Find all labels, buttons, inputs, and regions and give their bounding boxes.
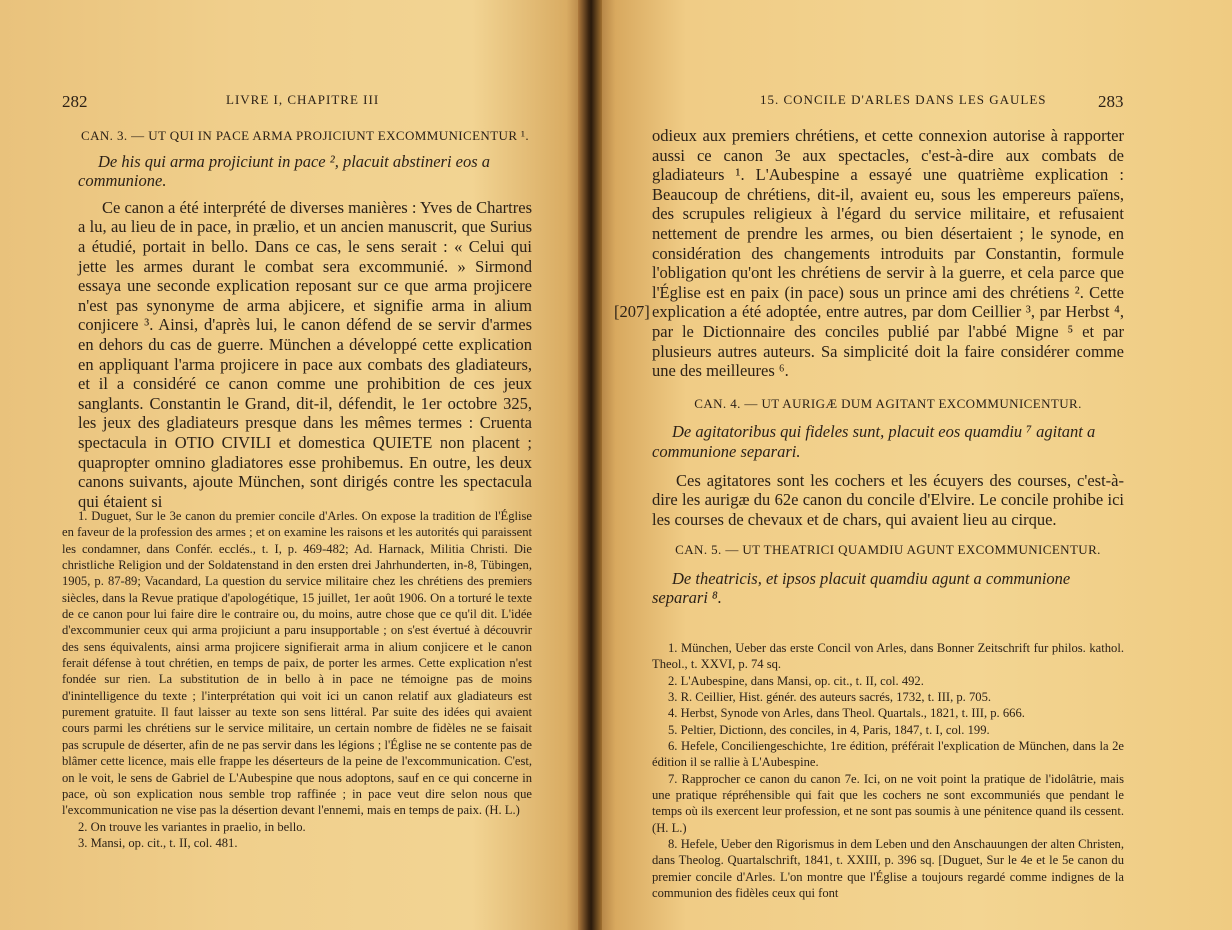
canon-5-heading: CAN. 5. — UT THEATRICI QUAMDIU AGUNT EXCOMMUNICENTUR. [675, 542, 1101, 558]
left-main-text [78, 126, 532, 511]
right-page [590, 0, 1232, 930]
footnote: 8. Hefele, Ueber den Rigorismus in dem Leben und den Anschauungen der alten Christen, dans Theolog. Quartalschrift, 1841, t. XXIII, p. 396 sq. [Duguet, Sur le 4e et le 5e canon du premier concile d'Arles. L'on montre que l'Église a toujours regardé comme indignes de la communion des fidèles ceux qui font [652, 837, 1124, 901]
left-page-number: 282 [62, 92, 88, 111]
left-body-text: Ce canon a été interprété de diverses manières : Yves de Chartres a lu, au lieu de in pace, in prælio, et un ancien manuscrit, que Surius a étudié, portait in bello. Dans ce cas, le sens serait : « Celui qui jette les armes durant le combat sera excommunié. » Sirmond essaya une seconde explication reposant sur ce que arma projicere n'est pas synonyme de arma abjicere, et signifie arma in alium conjicere ³. Ainsi, d'après lui, le canon défend de se servir d'armes en dehors du cas de guerre. München a développé cette explication en appliquant l'arma projicere in pace aux combats des gladiateurs, et il a considéré ce canon comme une prohibition de ces jeux sanglants. Constantin le Grand, dit-il, défendit, le 1er octobre 325, les jeux des gladiateurs presque dans les mêmes termes : Cruenta spectacula in OTIO CIVILI et domestica QUIETE non placent ; quapropter omnino gladiatores esse prohibemus. En outre, les deux canons suivants, ajoute München, sont dirigés contre les spectacula qui étaient si [78, 197, 532, 511]
footnote: 3. Mansi, op. cit., t. II, col. 481. [78, 835, 238, 850]
footnote: 2. On trouve les variantes in praelio, in bello. [78, 819, 306, 834]
canon-4-body: Ces agitatores sont les cochers et les écuyers des courses, c'est-à-dire les aurigæ du 62e canon du concile d'Elvire. Le concile prohibe ici les courses de chevaux et de chars, qui avaient lieu au cirque. [652, 470, 1124, 529]
left-page [0, 0, 590, 930]
margin-marker: [207] [614, 302, 650, 321]
footnote: 4. Herbst, Synode von Arles, dans Theol. Quartals., 1821, t. III, p. 666. [668, 706, 1025, 721]
footnote: 3. R. Ceillier, Hist. génér. des auteurs sacrés, 1732, t. III, p. 705. [668, 690, 992, 705]
footnote: 5. Peltier, Dictionn, des conciles, in 4, Paris, 1847, t. I, col. 199. [668, 722, 990, 737]
canon-4-heading: CAN. 4. — UT AURIGÆ DUM AGITANT EXCOMMUNICENTUR. [694, 395, 1082, 411]
left-running-head: LIVRE I, CHAPITRE III [226, 92, 380, 107]
book-gutter [578, 0, 602, 930]
footnote: 2. L'Aubespine, dans Mansi, op. cit., t. II, col. 492. [668, 673, 924, 688]
right-page-number: 283 [1098, 92, 1124, 111]
right-main-text [652, 126, 1124, 608]
right-running-head: 15. CONCILE D'ARLES DANS LES GAULES [760, 92, 1047, 107]
left-footnotes [62, 508, 532, 851]
canon-5-latin: De theatricis, et ipsos placuit quamdiu agunt a communione separari ⁸. [652, 568, 1071, 608]
footnote: 1. Duguet, Sur le 3e canon du premier concile d'Arles. On expose la tradition de l'Église en faveur de la profession des armes ; et on examine les raisons et les autorités qui paraissent les condamner, dans Confér. ecclés., t. I, p. 469-482; Ad. Harnack, Militia Christi. Die christliche Religion und der Soldatenstand in den ersten drei Jahrhunderten, in-8, Tübingen, 1905, p. 87-89; Vacandard, La question du service militaire chez les chrétiens des premiers siècles, dans la Revue pratique d'apologétique, 15 juillet, 1er août 1906. On a torturé le texte de ce canon pour lui faire dire le contraire ou, du moins, autre chose que ce qu'il dit. L'idée d'excommunier ceux qui arma projiciunt a paru insupportable ; on s'est évertué à découvrir des sens équivalents, ainsi arma projicere signifierait arma in alium conjicere et le canon ferait défense à tout chrétien, en temps de paix, de porter les armes. Cette explication n'est fondée sur rien. La substitution de in bello à in pace ne témoigne pas de moins d'inintelligence du texte ; l'interprétation qui voit ici un canon relatif aux gladiateurs est purement gratuite. Il faut laisser au texte son sens littéral. Par suite des idées qui avaient cours parmi les chrétiens sur le service militaire, un certain nombre de fidèles ne se faisait pas scrupule de déserter, afin de ne pas servir dans les légions ; l'Église ne se contente pas de blâmer cette licence, mais elle frappe les déserteurs de la peine de l'excommunication. C'est, on le voit, le sens de Gabriel de L'Aubespine que nous adoptons, sauf en ce qui concerne in pace, où son explication nous semble trop raffinée ; in pace veut dire selon nous que l'excommunication ne vise pas la désertion devant l'ennemi, mais en temps de paix. (H. L.) [62, 509, 532, 818]
footnote: 1. München, Ueber das erste Concil von Arles, dans Bonner Zeitschrift fur philos. kathol. Theol., t. XXVI, p. 74 sq. [652, 641, 1124, 672]
right-body-text: odieux aux premiers chrétiens, et cette connexion autorise à rapporter aussi ce canon 3e aux spectacles, c'est-à-dire aux combats de gladiateurs ¹. L'Aubespine a essayé une quatrième explication : Beaucoup de chrétiens, dit-il, avaient eu, sous les empereurs païens, des scrupules religieux à l'égard du service militaire, et refusaient nettement de prendre les armes, ou bien désertaient ; le synode, en considération des changements introduits par Constantin, formule l'obligation qu'ont les chrétiens de servir à la guerre, et cela parce que l'Église est en paix (in pace) sous un prince ami des chrétiens ². Cette explication a été adoptée, entre autres, par dom Ceillier ³, par Herbst ⁴, par le Dictionnaire des conciles publié par l'abbé Migne ⁵ et par plusieurs autres auteurs. Sa simplicité doit la faire considérer comme une des meilleures ⁶. [652, 126, 1124, 381]
canon-3-heading: CAN. 3. — UT QUI IN PACE ARMA PROJICIUNT EXCOMMUNICENTUR ¹. [81, 128, 529, 143]
canon-4-latin: De agitatoribus qui fideles sunt, placuit eos quamdiu ⁷ agitant a communione separari. [652, 422, 1096, 461]
canon-3-latin: De his qui arma projiciunt in pace ², placuit abstineri eos a communione. [78, 151, 491, 191]
footnote: 7. Rapprocher ce canon du canon 7e. Ici, on ne voit point la pratique de l'idolâtrie, mais une pratique répréhensible qui fait que les cochers ne sont excommuniés que pendant le temps où ils exercent leur profession, et ne sont pas soumis à une pénitence quand ils cessent. (H. L.) [652, 771, 1124, 835]
right-footnotes [652, 640, 1124, 902]
footnote: 6. Hefele, Conciliengeschichte, 1re édition, préférait l'explication de München, dans la 2e édition il se rallie à L'Aubespine. [652, 739, 1124, 770]
